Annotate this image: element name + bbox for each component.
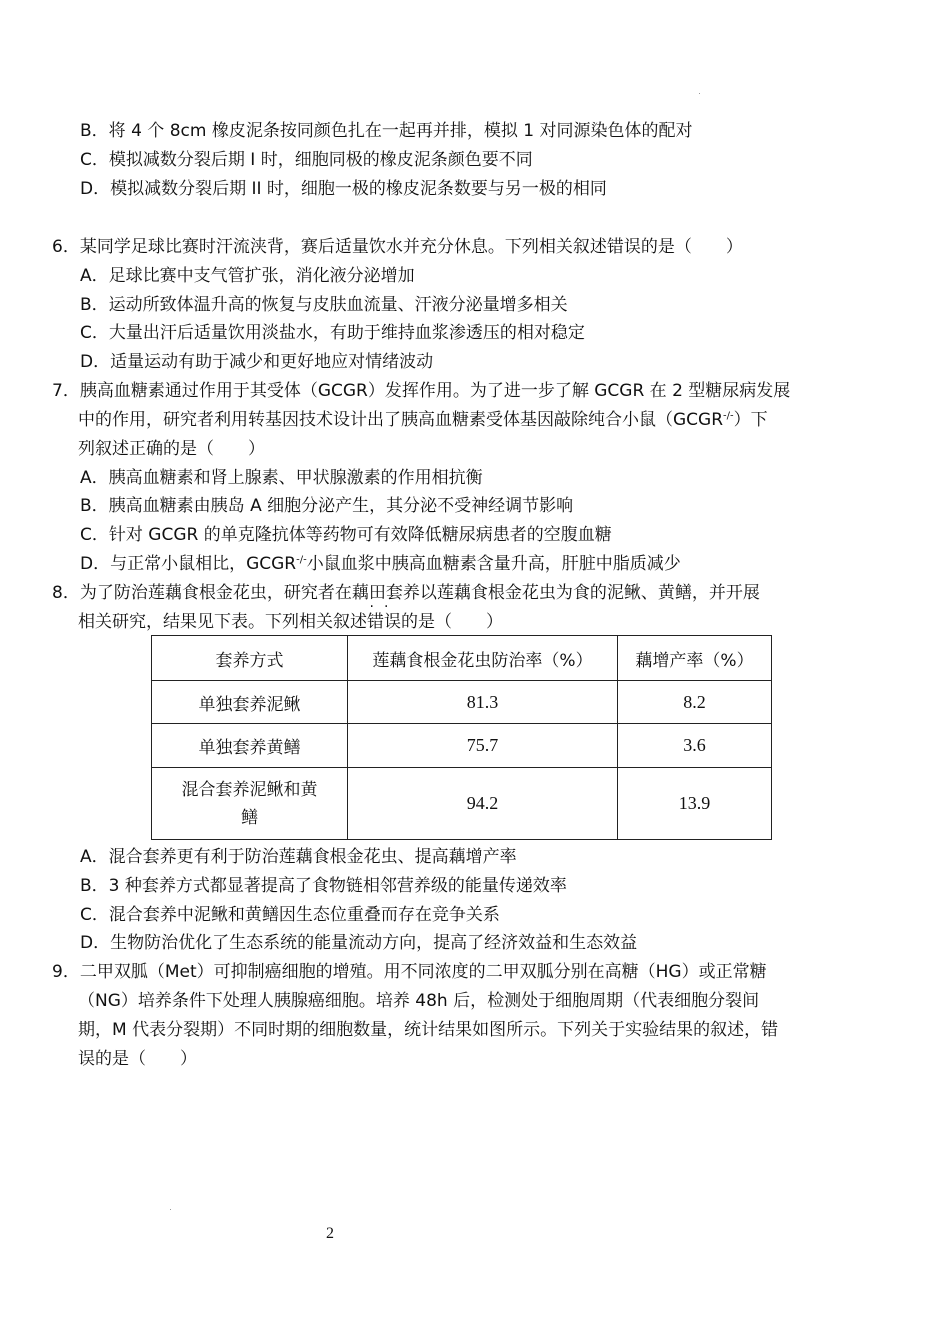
q7-stem-line1: 7．胰高血糖素通过作用于其受体（GCGR）发挥作用。为了进一步了解 GCGR 在 2 型糖尿病发展 — [52, 381, 791, 401]
q7-stem-sup: -/- — [723, 410, 734, 422]
q5-option-c: C．模拟减数分裂后期 I 时，细胞同极的橡皮泥条颜色要不同 — [80, 150, 533, 170]
q8-stem-line2-text: 相关研究，结果见下表。下列相关叙述 — [78, 612, 367, 632]
table-cell-yield: 8.2 — [618, 681, 772, 724]
table-row — [152, 681, 772, 724]
q7-option-a: A．胰高血糖素和肾上腺素、甲状腺激素的作用相抗衡 — [80, 468, 483, 488]
q8-emphasis-text: 错误 — [367, 612, 401, 632]
scan-speck — [699, 93, 700, 94]
q9-stem-line1: 9．二甲双胍（Met）可抑制癌细胞的增殖。用不同浓度的二甲双胍分别在高糖（HG）或正常糖 — [52, 962, 767, 982]
table-header-cell: 藕增产率（%） — [618, 636, 772, 681]
table-cell-mode-line2: 鳝 — [241, 807, 258, 828]
q6-stem: 6．某同学足球比赛时汗流浃背，赛后适量饮水并充分休息。下列相关叙述错误的是（ ） — [52, 237, 743, 257]
q8-stem-line2-end: 的是（ ） — [401, 612, 503, 632]
table-cell-control: 75.7 — [348, 724, 618, 768]
q9-stem-line2: （NG）培养条件下处理人胰腺癌细胞。培养 48h 后，检测处于细胞周期（代表细胞分裂间 — [78, 991, 760, 1011]
emphasis-dots-icon: ·· — [369, 599, 399, 615]
q7-stem-line2-text: 中的作用，研究者利用转基因技术设计出了胰高血糖素受体基因敲除纯合小鼠（GCGR — [78, 410, 724, 430]
q7-option-d-sup: -/- — [296, 554, 307, 566]
q8-option-d: D．生物防治优化了生态系统的能量流动方向，提高了经济效益和生态效益 — [80, 933, 638, 953]
q6-option-c: C．大量出汗后适量饮用淡盐水，有助于维持血浆渗透压的相对稳定 — [80, 323, 585, 343]
q8-option-c: C．混合套养中泥鳅和黄鳝因生态位重叠而存在竞争关系 — [80, 905, 500, 925]
q7-stem-line3: 列叙述正确的是（ ） — [78, 439, 265, 459]
table-header-cell: 套养方式 — [152, 636, 348, 681]
q7-option-d-end: 小鼠血浆中胰高血糖素含量升高，肝脏中脂质减少 — [306, 554, 681, 574]
results-table — [151, 635, 772, 840]
table-cell-yield: 3.6 — [618, 724, 772, 768]
q7-option-d — [80, 552, 681, 576]
q7-stem-line2 — [78, 408, 768, 432]
page-number: 2 — [326, 1225, 334, 1242]
q8-option-a: A．混合套养更有利于防治莲藕食根金花虫、提高藕增产率 — [80, 847, 517, 867]
table-cell-yield: 13.9 — [618, 768, 772, 840]
q6-option-a: A．足球比赛中支气管扩张，消化液分泌增加 — [80, 266, 415, 286]
table-row — [152, 768, 772, 840]
q9-stem-line4: 误的是（ ） — [78, 1049, 197, 1069]
table-cell-mode: 单独套养黄鳝 — [152, 724, 348, 768]
table-cell-mode: 单独套养泥鳅 — [152, 681, 348, 724]
table-cell-mode — [152, 768, 348, 840]
q9-stem-line3: 期，M 代表分裂期）不同时期的细胞数量，统计结果如图所示。下列关于实验结果的叙述，错 — [78, 1020, 779, 1040]
table-cell-control: 81.3 — [348, 681, 618, 724]
table-row — [152, 724, 772, 768]
table-cell-mode-line1: 混合套养泥鳅和黄 — [181, 779, 318, 800]
q5-option-d: D．模拟减数分裂后期 II 时，细胞一极的橡皮泥条数要与另一极的相同 — [80, 179, 607, 199]
q7-option-c: C．针对 GCGR 的单克隆抗体等药物可有效降低糖尿病患者的空腹血糖 — [80, 525, 612, 545]
q8-stem-line1: 8．为了防治莲藕食根金花虫，研究者在藕田套养以莲藕食根金花虫为食的泥鳅、黄鳝，并开展 — [52, 583, 760, 603]
q7-option-d-text: D．与正常小鼠相比，GCGR — [80, 554, 297, 574]
q8-emphasis-word — [367, 599, 401, 632]
q8-option-b: B．3 种套养方式都显著提高了食物链相邻营养级的能量传递效率 — [80, 876, 567, 896]
q7-option-b: B．胰高血糖素由胰岛 A 细胞分泌产生，其分泌不受神经调节影响 — [80, 496, 574, 516]
q6-option-d: D．适量运动有助于减少和更好地应对情绪波动 — [80, 352, 434, 372]
scan-speck — [170, 1209, 171, 1210]
q6-option-b: B．运动所致体温升高的恢复与皮肤血流量、汗液分泌量增多相关 — [80, 295, 568, 315]
table-header-cell: 莲藕食根金花虫防治率（%） — [348, 636, 618, 681]
table-header-row — [152, 636, 772, 681]
q5-option-b: B．将 4 个 8cm 橡皮泥条按同颜色扎在一起再并排，模拟 1 对同源染色体的配对 — [80, 121, 693, 141]
q8-stem-line2 — [78, 599, 503, 634]
q7-stem-line2-end: ）下 — [733, 410, 768, 430]
table-cell-control: 94.2 — [348, 768, 618, 840]
